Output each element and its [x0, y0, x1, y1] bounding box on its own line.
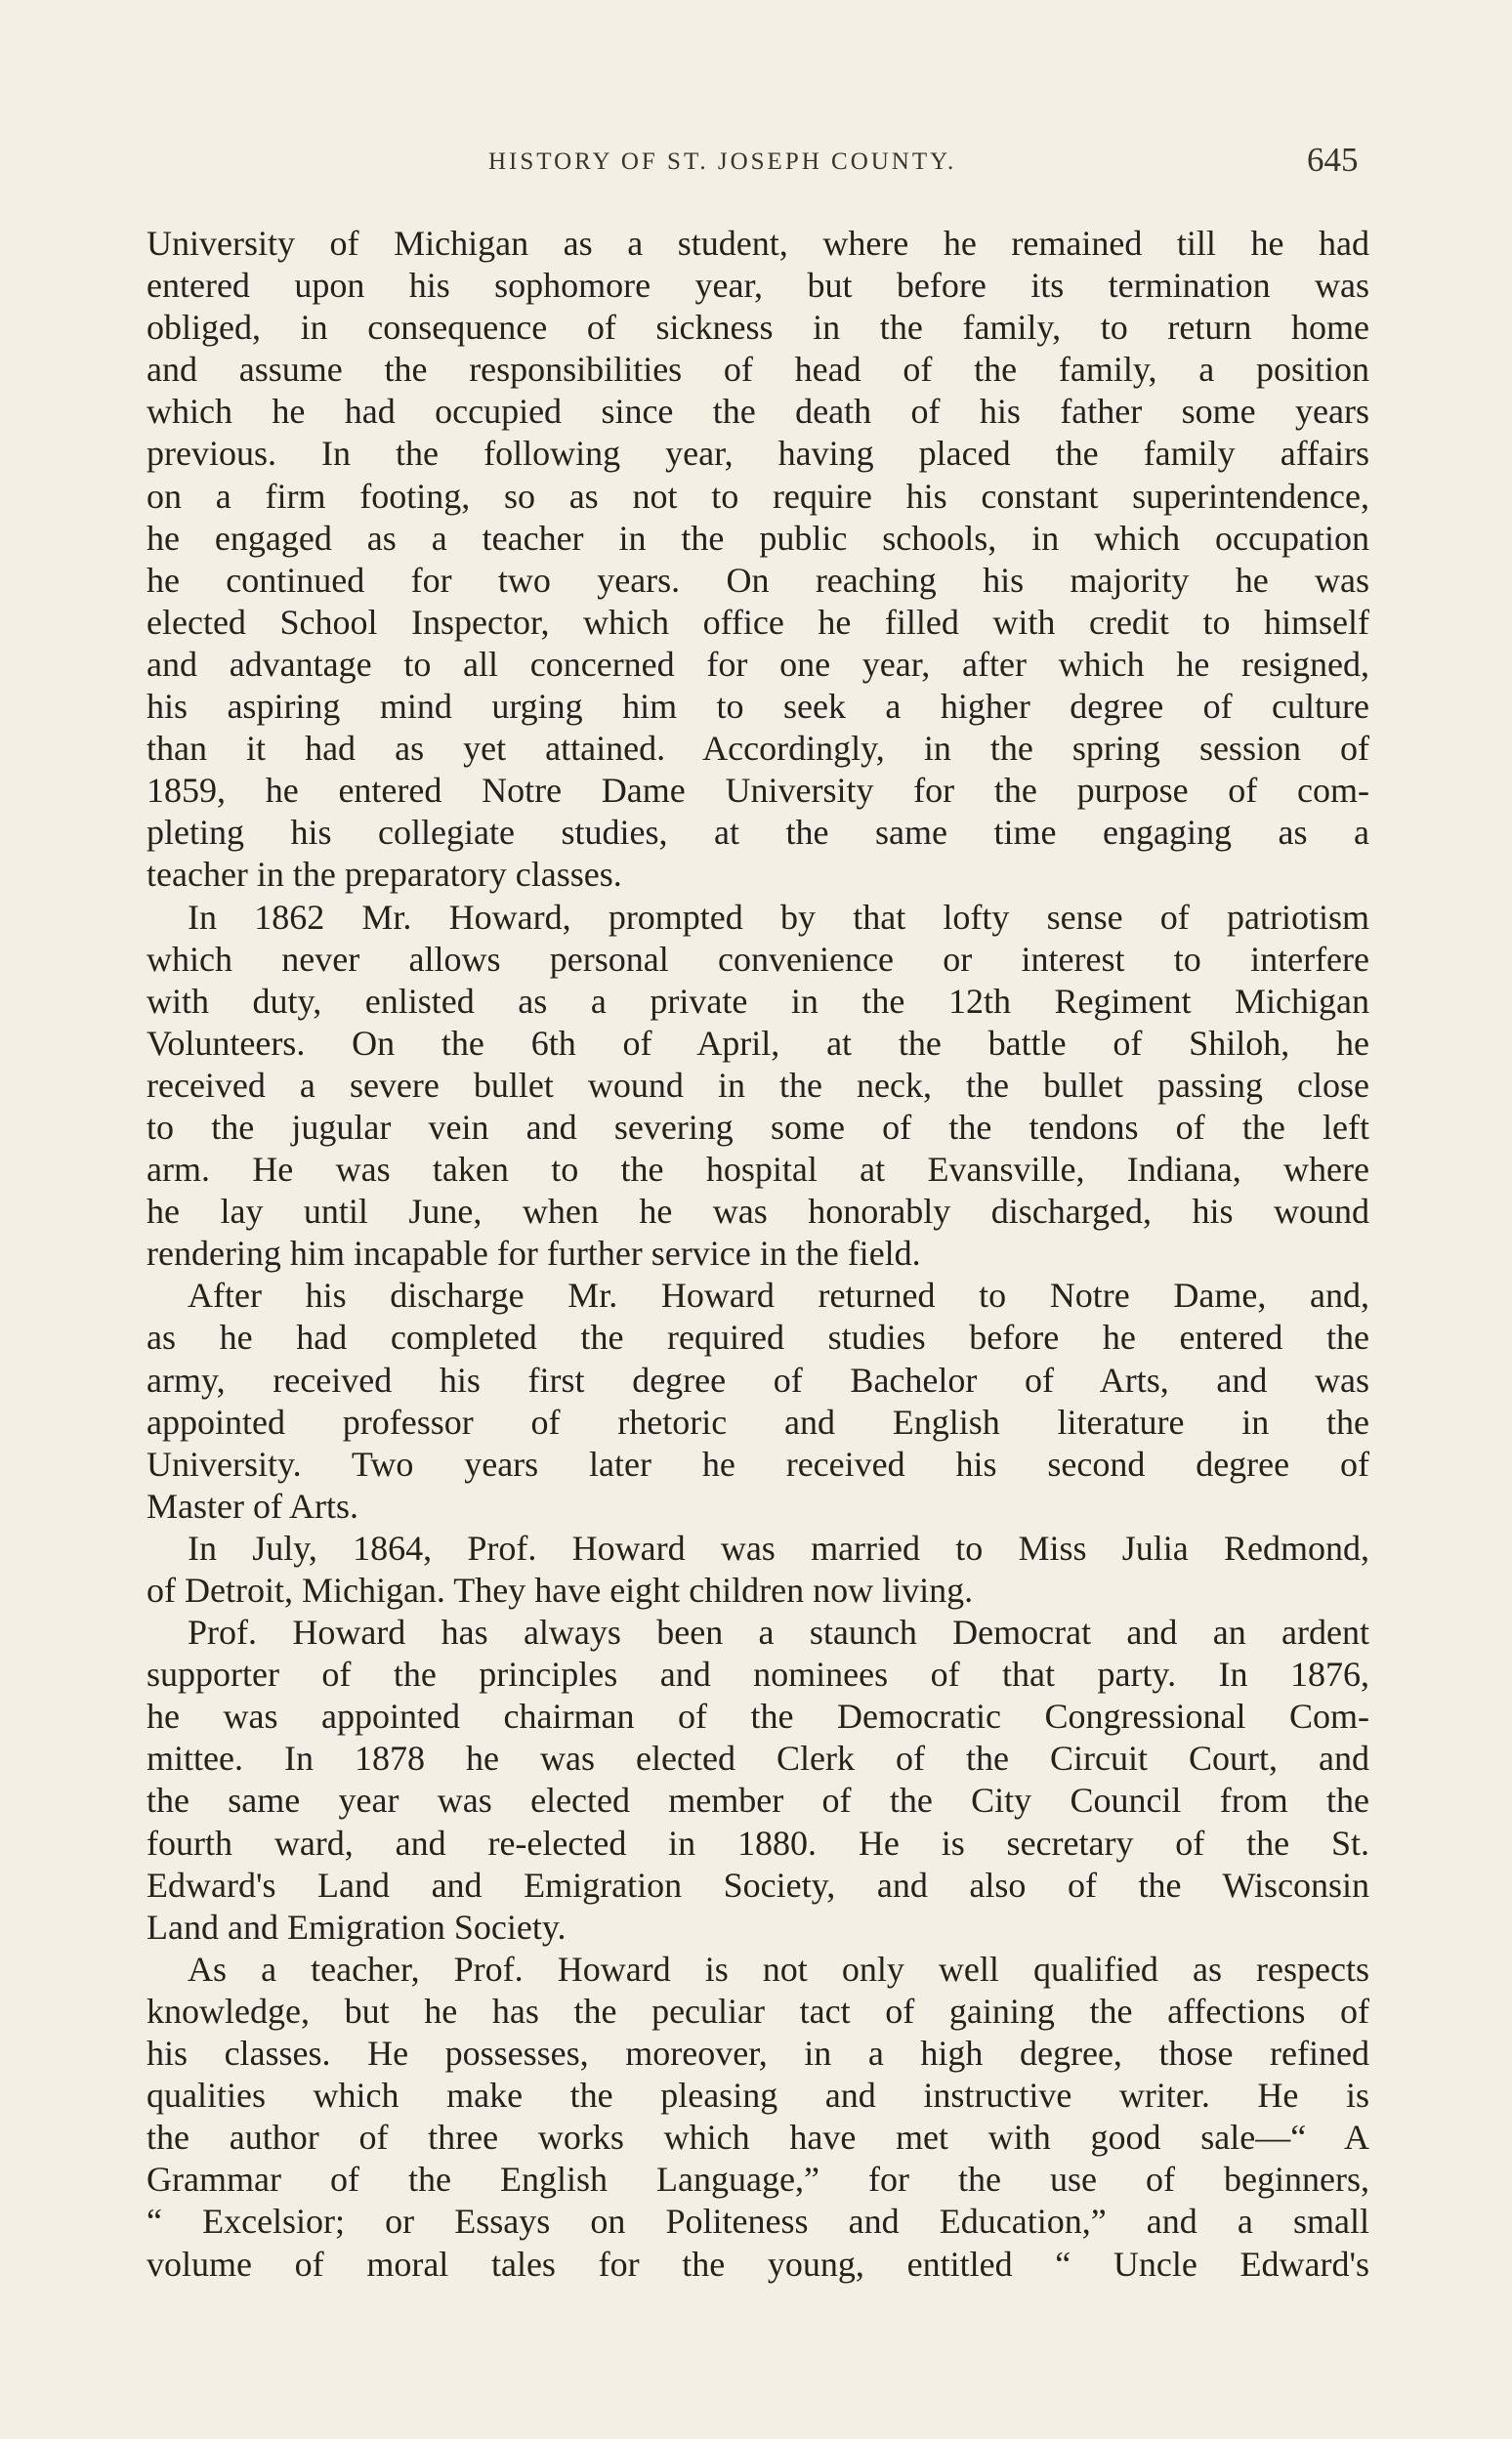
text-line: elected School Inspector, which office he filled with credit to himself: [147, 602, 1369, 642]
text-line: Edward's Land and Emigration Society, and also of the Wisconsin: [147, 1865, 1369, 1905]
text-line: Volunteers. On the 6th of April, at the battle of Shiloh, he: [147, 1023, 1369, 1063]
text-line: Master of Arts.: [147, 1486, 358, 1526]
text-line: his classes. He possesses, moreover, in a high degree, those refined: [147, 2034, 1369, 2074]
text-line: he was appointed chairman of the Democratic Congressional Com-: [147, 1697, 1369, 1737]
text-line: obliged, in consequence of sickness in the family, to return home: [147, 308, 1369, 348]
text-line: which he had occupied since the death of his father some years: [147, 392, 1369, 432]
paragraph-first-line: In 1862 Mr. Howard, prompted by that lofty sense of patriotism: [188, 897, 1369, 937]
text-line: 1859, he entered Notre Dame University for the purpose of com-: [147, 771, 1369, 811]
text-line: pleting his collegiate studies, at the same time engaging as a: [147, 813, 1369, 853]
text-line: University. Two years later he received his second degree of: [147, 1444, 1369, 1484]
paragraph-first-line: As a teacher, Prof. Howard is not only well qualified as respects: [188, 1949, 1369, 1989]
text-line: the author of three works which have met with good sale—“ A: [147, 2118, 1369, 2158]
text-line: to the jugular vein and severing some of the tendons of the left: [147, 1107, 1369, 1147]
text-line: arm. He was taken to the hospital at Evansville, Indiana, where: [147, 1150, 1369, 1190]
text-line: and advantage to all concerned for one year, after which he resigned,: [147, 644, 1369, 684]
text-line: fourth ward, and re-elected in 1880. He is secretary of the St.: [147, 1823, 1369, 1863]
text-line: Land and Emigration Society.: [147, 1907, 567, 1947]
text-line: previous. In the following year, having placed the family affairs: [147, 434, 1369, 474]
text-line: as he had completed the required studies before he entered the: [147, 1318, 1369, 1358]
text-line: he engaged as a teacher in the public schools, in which occupation: [147, 518, 1369, 558]
text-line: volume of moral tales for the young, entitled “ Uncle Edward's: [147, 2244, 1369, 2284]
text-line: supporter of the principles and nominees of that party. In 1876,: [147, 1655, 1369, 1695]
paragraph-first-line: In July, 1864, Prof. Howard was married to Miss Julia Redmond,: [188, 1528, 1369, 1568]
text-line: knowledge, but he has the peculiar tact of gaining the affections of: [147, 1991, 1369, 2031]
text-line: University of Michigan as a student, where he remained till he had: [147, 224, 1369, 263]
text-line: Grammar of the English Language,” for the use of beginners,: [147, 2160, 1369, 2200]
text-line: qualities which make the pleasing and instructive writer. He is: [147, 2076, 1369, 2116]
text-line: entered upon his sophomore year, but before its termination was: [147, 266, 1369, 306]
page-number: 645: [1307, 141, 1359, 179]
paragraph-first-line: After his discharge Mr. Howard returned to Notre Dame, and,: [188, 1276, 1369, 1316]
text-line: on a firm footing, so as not to require his constant superintendence,: [147, 476, 1369, 516]
text-line: teacher in the preparatory classes.: [147, 855, 622, 895]
text-line: appointed professor of rhetoric and English literature in the: [147, 1402, 1369, 1442]
body-text: [147, 223, 1369, 2286]
running-head: HISTORY OF ST. JOSEPH COUNTY.: [488, 148, 957, 175]
text-line: which never allows personal convenience or interest to interfere: [147, 939, 1369, 979]
text-line: rendering him incapable for further service in the field.: [147, 1234, 921, 1274]
text-line: the same year was elected member of the City Council from the: [147, 1781, 1369, 1821]
text-line: with duty, enlisted as a private in the 12th Regiment Michigan: [147, 981, 1369, 1021]
text-line: his aspiring mind urging him to seek a higher degree of culture: [147, 687, 1369, 727]
text-line: he continued for two years. On reaching his majority he was: [147, 560, 1369, 600]
paragraph-first-line: Prof. Howard has always been a staunch Democrat and an ardent: [188, 1613, 1369, 1653]
text-line: “ Excelsior; or Essays on Politeness and Education,” and a small: [147, 2202, 1369, 2242]
text-line: received a severe bullet wound in the neck, the bullet passing close: [147, 1065, 1369, 1105]
text-line: mittee. In 1878 he was elected Clerk of the Circuit Court, and: [147, 1739, 1369, 1779]
text-line: than it had as yet attained. Accordingly, in the spring session of: [147, 729, 1369, 769]
text-line: and assume the responsibilities of head of the family, a position: [147, 350, 1369, 390]
text-line: army, received his first degree of Bachelor of Arts, and was: [147, 1360, 1369, 1400]
text-line: he lay until June, when he was honorably discharged, his wound: [147, 1192, 1369, 1232]
text-line: of Detroit, Michigan. They have eight children now living.: [147, 1571, 974, 1610]
